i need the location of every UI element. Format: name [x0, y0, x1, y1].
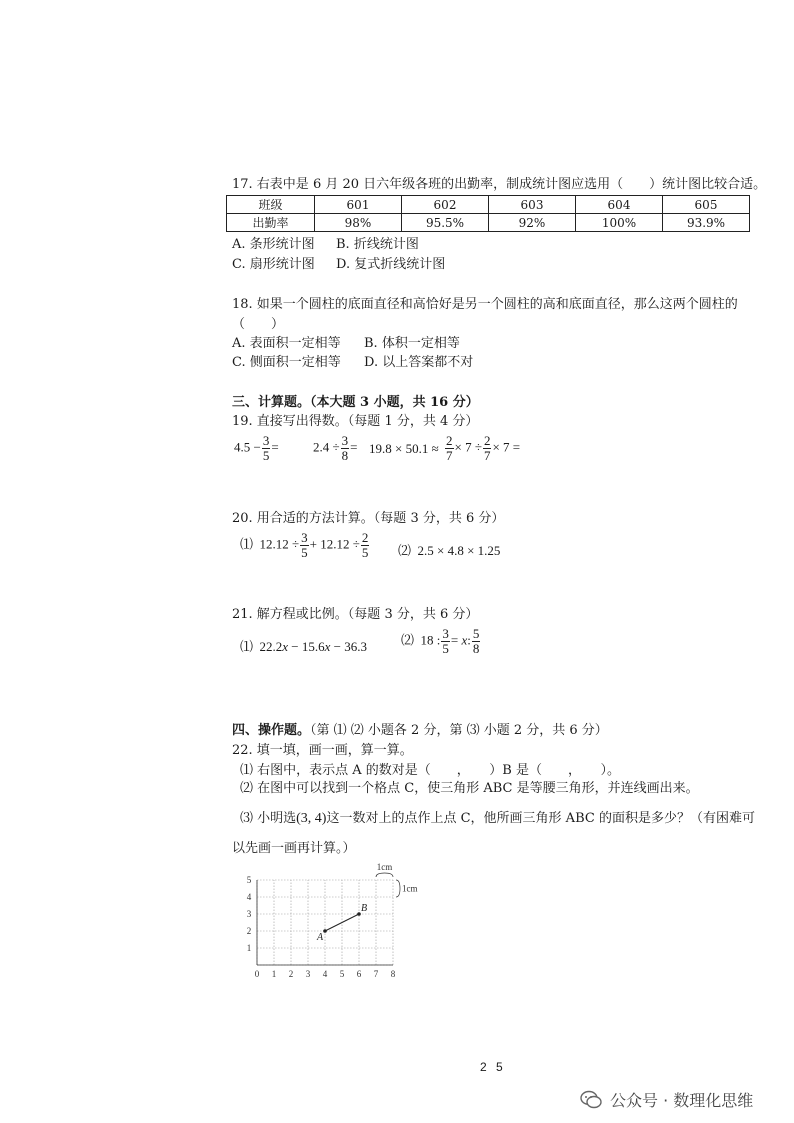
expr-text: 4.5 −	[234, 439, 261, 455]
q20-expression-2	[398, 540, 500, 559]
numerator: 2	[361, 530, 369, 545]
wechat-icon	[580, 1090, 602, 1110]
section-4-title	[232, 722, 608, 740]
q20-stem: 20. 用合适的方法计算。（每题 3 分，共 6 分）	[232, 511, 505, 526]
q22-sub-3-continued: 以先画一画再计算。）	[232, 841, 356, 856]
table-row	[227, 214, 750, 232]
page-number: 2 5	[480, 1060, 506, 1074]
y-tick-label: 3	[246, 909, 252, 919]
section-4-title-detail: （第 ⑴ ⑵ 小题各 2 分，第 ⑶ 小题 2 分，共 6 分）	[310, 723, 608, 738]
expr-text: =	[450, 632, 459, 648]
table-cell: 95.5%	[402, 214, 489, 232]
y-tick-label: 5	[246, 875, 252, 885]
expr-text: 2.5 × 4.8 × 1.25	[417, 543, 501, 558]
table-cell: 93.9%	[663, 214, 750, 232]
point-a-label: A	[317, 932, 324, 943]
table-header-cell: 601	[315, 196, 402, 214]
sub-number: ⑴	[240, 639, 254, 654]
section-3-title: 三、计算题。（本大题 3 小题，共 16 分）	[232, 395, 479, 410]
q18-stem: 18. 如果一个圆柱的底面直径和高恰好是另一个圆柱的高和底面直径，那么这两个圆柱的	[232, 297, 738, 312]
table-header-cell: 班级	[227, 196, 315, 214]
expr-text: 22.2	[259, 639, 283, 654]
q19-stem: 19. 直接写出得数。（每题 1 分，共 4 分）	[232, 414, 479, 429]
numerator: 2	[483, 433, 491, 448]
x-tick-label: 0	[254, 969, 260, 979]
q20-expression-1	[240, 531, 370, 560]
table-row	[227, 196, 750, 214]
denominator: 5	[361, 545, 369, 560]
table-header-cell: 602	[402, 196, 489, 214]
q22-sub-1: ⑴ 右图中，表示点 A 的数对是（ ， ）B 是（ ， ）。	[240, 763, 620, 778]
unit-bracket-horizontal	[376, 873, 393, 877]
denominator: 8	[341, 448, 349, 463]
numerator: 5	[472, 626, 480, 641]
q17-stem: 17. 右表中是 6 月 20 日六年级各班的出勤率，制成统计图应选用（ ）统计图比较合适。	[232, 177, 767, 192]
denominator: 5	[442, 641, 449, 656]
table-cell: 出勤率	[227, 214, 315, 232]
table-cell: 98%	[315, 214, 402, 232]
fraction	[361, 531, 370, 560]
expr-text: + 12.12 ÷	[309, 536, 360, 552]
fraction	[441, 627, 450, 656]
q22-sub-2: ⑵ 在图中可以找到一个格点 C，使三角形 ABC 是等腰三角形，并连线画出来。	[240, 781, 699, 796]
denominator: 5	[301, 545, 308, 560]
q19-expression-1	[234, 434, 279, 463]
numerator: 2	[446, 433, 453, 448]
fraction	[445, 434, 454, 463]
fraction	[262, 434, 271, 463]
q22-stem: 22. 填一填，画一画，算一算。	[232, 743, 413, 758]
unit-label-horizontal: 1cm	[376, 862, 393, 872]
expr-text: 12.12 ÷	[259, 536, 300, 552]
y-tick-label: 2	[246, 926, 252, 936]
numerator: 3	[341, 433, 349, 448]
expr-text: − 15.6	[291, 639, 325, 654]
fraction	[472, 627, 481, 656]
table-header-cell: 603	[489, 196, 576, 214]
variable: x	[324, 639, 331, 654]
q17-option-a: A. 条形统计图	[232, 237, 315, 252]
fraction	[300, 531, 309, 560]
fraction	[483, 434, 492, 463]
x-tick-label: 8	[390, 969, 396, 979]
q22-sub-3	[240, 810, 755, 828]
attendance-table	[226, 195, 750, 232]
q18-option-c: C. 侧面积一定相等	[232, 355, 341, 370]
q21-expression-2	[401, 627, 481, 656]
expr-text: × 7 =	[492, 439, 521, 455]
numerator: 3	[301, 530, 308, 545]
q21-stem: 21. 解方程或比例。（每题 3 分，共 6 分）	[232, 607, 479, 622]
x-tick-label: 7	[373, 969, 379, 979]
numerator: 3	[442, 626, 449, 641]
coordinate-pair: (3, 4)	[296, 811, 327, 826]
table-header-cell: 604	[576, 196, 663, 214]
sub-number: ⑴	[240, 536, 254, 552]
expr-text: :	[467, 632, 471, 648]
sub-number: ⑵	[401, 632, 415, 648]
q22-sub-3-text: ⑶ 小明选	[240, 811, 297, 826]
x-tick-label: 2	[288, 969, 294, 979]
table-cell: 92%	[489, 214, 576, 232]
q19-expression-4	[444, 434, 520, 463]
expr-text: − 36.3	[333, 639, 368, 654]
expr-text: 18 :	[420, 632, 441, 648]
x-tick-label: 5	[339, 969, 345, 979]
x-tick-label: 6	[356, 969, 362, 979]
variable: x	[461, 632, 468, 648]
watermark-text: 公众号 · 数理化思维	[610, 1091, 754, 1110]
section-4-title-main: 四、操作题。	[232, 723, 311, 738]
coordinate-grid-figure	[235, 862, 418, 989]
point-a	[323, 929, 327, 933]
q18-option-b: B. 体积一定相等	[364, 336, 460, 351]
table-cell: 100%	[576, 214, 663, 232]
expr-text: × 7 ÷	[454, 439, 482, 455]
denominator: 5	[262, 448, 270, 463]
denominator: 7	[483, 448, 491, 463]
expr-text: =	[350, 439, 358, 455]
watermark	[580, 1088, 753, 1111]
fraction	[341, 434, 350, 463]
x-tick-label: 1	[271, 969, 277, 979]
y-tick-label: 4	[246, 892, 252, 902]
x-tick-label: 4	[322, 969, 328, 979]
variable: x	[282, 639, 289, 654]
q18-option-d: D. 以上答案都不对	[364, 355, 474, 370]
q17-option-c: C. 扇形统计图	[232, 257, 315, 272]
q17-option-d: D. 复式折线统计图	[336, 257, 446, 272]
q21-expression-1	[240, 636, 367, 655]
denominator: 8	[472, 641, 480, 656]
table-header-cell: 605	[663, 196, 750, 214]
q19-expression-3: 19.8 × 50.1 ≈	[369, 441, 439, 456]
expr-text: =	[271, 439, 279, 455]
q18-option-a: A. 表面积一定相等	[232, 336, 341, 351]
q22-sub-3-text: 这一数对上的点作上点 C，他所画三角形 ABC 的面积是多少？（有困难可	[326, 811, 755, 826]
sub-number: ⑵	[398, 543, 412, 558]
y-tick-label: 1	[246, 943, 252, 953]
unit-bracket-vertical	[396, 880, 400, 897]
coordinate-grid	[235, 862, 418, 985]
denominator: 7	[446, 448, 453, 463]
x-tick-label: 3	[305, 969, 311, 979]
expr-text: 2.4 ÷	[313, 439, 340, 455]
q17-option-b: B. 折线统计图	[336, 237, 419, 252]
q18-answer-paren: （ ）	[232, 317, 285, 332]
point-b-label: B	[361, 903, 368, 914]
unit-label-vertical: 1cm	[402, 883, 418, 894]
q19-expression-2	[313, 434, 357, 463]
numerator: 3	[262, 433, 270, 448]
